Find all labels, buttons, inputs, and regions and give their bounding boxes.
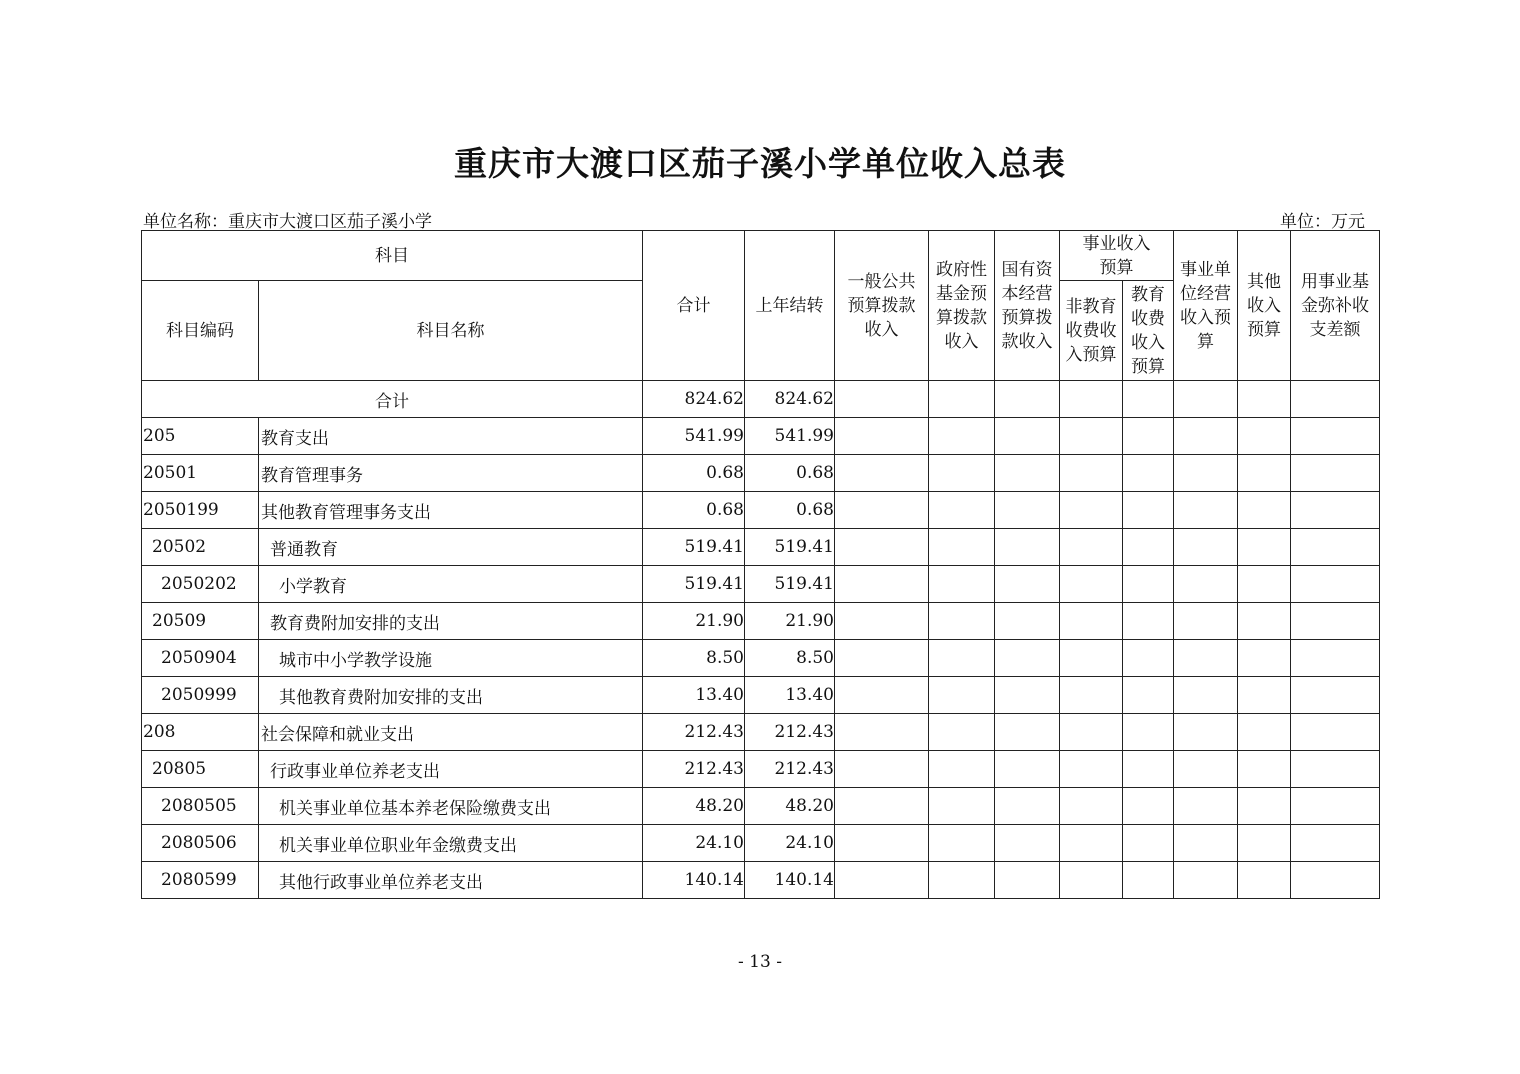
- header-subject: 科目: [142, 231, 643, 281]
- empty-cell: [995, 529, 1060, 566]
- row-name: 小学教育: [259, 566, 643, 603]
- empty-cell: [1123, 418, 1174, 455]
- header-fund-offset: [1291, 231, 1380, 381]
- table-row: [142, 862, 1380, 899]
- row-code: 2080505: [142, 788, 259, 825]
- row-code: 2080599: [142, 862, 259, 899]
- empty-cell: [1174, 714, 1238, 751]
- row-carryover: 212.43: [745, 714, 835, 751]
- empty-cell: [1238, 566, 1291, 603]
- row-name: 教育支出: [259, 418, 643, 455]
- total-row: [142, 381, 1380, 418]
- empty-cell: [1174, 677, 1238, 714]
- income-summary-table: [141, 230, 1380, 899]
- empty-cell: [995, 825, 1060, 862]
- row-code: 2050199: [142, 492, 259, 529]
- empty-cell: [1238, 677, 1291, 714]
- empty-cell: [1123, 751, 1174, 788]
- empty-cell: [1060, 640, 1123, 677]
- row-carryover: 0.68: [745, 492, 835, 529]
- header-gov-fund: [929, 231, 995, 381]
- empty-cell: [1060, 751, 1123, 788]
- empty-cell: [995, 455, 1060, 492]
- table-row: [142, 677, 1380, 714]
- empty-cell: [1174, 492, 1238, 529]
- empty-cell: [835, 455, 929, 492]
- table-row: [142, 492, 1380, 529]
- row-code: 2050999: [142, 677, 259, 714]
- empty-cell: [1174, 381, 1238, 418]
- table-row: [142, 455, 1380, 492]
- empty-cell: [1123, 381, 1174, 418]
- row-total: 0.68: [643, 492, 745, 529]
- empty-cell: [995, 677, 1060, 714]
- empty-cell: [835, 381, 929, 418]
- header-state-capital-text: 国有资本经营预算拨款收入: [1001, 259, 1053, 352]
- empty-cell: [929, 492, 995, 529]
- empty-cell: [995, 603, 1060, 640]
- empty-cell: [1238, 418, 1291, 455]
- empty-cell: [1060, 825, 1123, 862]
- row-total: 541.99: [643, 418, 745, 455]
- empty-cell: [1238, 751, 1291, 788]
- row-code: 2050202: [142, 566, 259, 603]
- empty-cell: [1238, 381, 1291, 418]
- empty-cell: [1174, 825, 1238, 862]
- empty-cell: [1238, 529, 1291, 566]
- empty-cell: [1060, 677, 1123, 714]
- empty-cell: [1174, 529, 1238, 566]
- table-row: [142, 603, 1380, 640]
- row-carryover: 519.41: [745, 529, 835, 566]
- empty-cell: [1174, 751, 1238, 788]
- row-name: 社会保障和就业支出: [259, 714, 643, 751]
- header-business-income-text: 事业收入预算: [1082, 233, 1151, 278]
- row-name: 其他教育管理事务支出: [259, 492, 643, 529]
- unit-name-label: 单位名称：重庆市大渡口区茄子溪小学: [143, 212, 432, 232]
- empty-cell: [995, 566, 1060, 603]
- empty-cell: [835, 825, 929, 862]
- empty-cell: [1291, 714, 1380, 751]
- empty-cell: [1174, 455, 1238, 492]
- empty-cell: [929, 751, 995, 788]
- empty-cell: [995, 418, 1060, 455]
- empty-cell: [1291, 529, 1380, 566]
- row-carryover: 0.68: [745, 455, 835, 492]
- empty-cell: [1174, 603, 1238, 640]
- empty-cell: [929, 825, 995, 862]
- row-total: 212.43: [643, 751, 745, 788]
- empty-cell: [1060, 862, 1123, 899]
- total-row-carryover: 824.62: [745, 381, 835, 418]
- empty-cell: [995, 492, 1060, 529]
- empty-cell: [1238, 455, 1291, 492]
- table-row: [142, 714, 1380, 751]
- empty-cell: [1123, 714, 1174, 751]
- row-name: 机关事业单位基本养老保险缴费支出: [259, 788, 643, 825]
- empty-cell: [1060, 418, 1123, 455]
- header-non-edu-fee: [1060, 281, 1123, 381]
- row-total: 13.40: [643, 677, 745, 714]
- header-operating: [1174, 231, 1238, 381]
- header-operating-text: 事业单位经营收入预算: [1180, 259, 1232, 352]
- total-row-total: 824.62: [643, 381, 745, 418]
- header-edu-fee: [1123, 281, 1174, 381]
- empty-cell: [1174, 788, 1238, 825]
- empty-cell: [1291, 862, 1380, 899]
- empty-cell: [995, 714, 1060, 751]
- row-carryover: 21.90: [745, 603, 835, 640]
- row-code: 2080506: [142, 825, 259, 862]
- header-general-budget: [835, 231, 929, 381]
- empty-cell: [835, 751, 929, 788]
- empty-cell: [929, 714, 995, 751]
- empty-cell: [929, 529, 995, 566]
- empty-cell: [1291, 825, 1380, 862]
- empty-cell: [835, 418, 929, 455]
- row-total: 519.41: [643, 529, 745, 566]
- row-name: 其他教育费附加安排的支出: [259, 677, 643, 714]
- total-row-label: 合计: [142, 381, 643, 418]
- empty-cell: [835, 640, 929, 677]
- row-code: 20509: [142, 603, 259, 640]
- empty-cell: [995, 381, 1060, 418]
- row-name: 教育管理事务: [259, 455, 643, 492]
- empty-cell: [1174, 566, 1238, 603]
- empty-cell: [1291, 566, 1380, 603]
- row-carryover: 48.20: [745, 788, 835, 825]
- empty-cell: [929, 677, 995, 714]
- header-code: 科目编码: [142, 281, 259, 381]
- row-carryover: 13.40: [745, 677, 835, 714]
- empty-cell: [929, 788, 995, 825]
- row-name: 其他行政事业单位养老支出: [259, 862, 643, 899]
- header-fund-offset-text: 用事业基金弥补收支差额: [1301, 271, 1369, 340]
- empty-cell: [1291, 677, 1380, 714]
- empty-cell: [1238, 788, 1291, 825]
- header-state-capital: [995, 231, 1060, 381]
- empty-cell: [1291, 381, 1380, 418]
- empty-cell: [1291, 788, 1380, 825]
- row-code: 205: [142, 418, 259, 455]
- empty-cell: [1174, 640, 1238, 677]
- empty-cell: [835, 788, 929, 825]
- row-total: 212.43: [643, 714, 745, 751]
- table-row: [142, 529, 1380, 566]
- empty-cell: [1238, 640, 1291, 677]
- empty-cell: [1123, 862, 1174, 899]
- empty-cell: [929, 418, 995, 455]
- header-edu-fee-text: 教育收费收入预算: [1131, 284, 1165, 377]
- empty-cell: [1238, 603, 1291, 640]
- empty-cell: [1238, 825, 1291, 862]
- empty-cell: [835, 566, 929, 603]
- table-row: [142, 751, 1380, 788]
- empty-cell: [835, 529, 929, 566]
- empty-cell: [1291, 455, 1380, 492]
- row-carryover: 212.43: [745, 751, 835, 788]
- empty-cell: [1123, 603, 1174, 640]
- header-other: [1238, 231, 1291, 381]
- empty-cell: [1060, 788, 1123, 825]
- table-row: [142, 788, 1380, 825]
- empty-cell: [1291, 418, 1380, 455]
- empty-cell: [1060, 492, 1123, 529]
- empty-cell: [1060, 714, 1123, 751]
- empty-cell: [1060, 381, 1123, 418]
- empty-cell: [1291, 640, 1380, 677]
- table-row: [142, 566, 1380, 603]
- empty-cell: [1291, 492, 1380, 529]
- empty-cell: [1123, 529, 1174, 566]
- row-carryover: 24.10: [745, 825, 835, 862]
- header-other-text: 其他收入预算: [1247, 271, 1282, 340]
- empty-cell: [1238, 492, 1291, 529]
- header-general-budget-text: 一般公共预算拨款收入: [847, 271, 916, 340]
- empty-cell: [929, 603, 995, 640]
- empty-cell: [995, 751, 1060, 788]
- empty-cell: [995, 788, 1060, 825]
- empty-cell: [929, 381, 995, 418]
- empty-cell: [1174, 418, 1238, 455]
- empty-cell: [1060, 455, 1123, 492]
- empty-cell: [1123, 677, 1174, 714]
- row-total: 519.41: [643, 566, 745, 603]
- row-code: 20502: [142, 529, 259, 566]
- row-total: 8.50: [643, 640, 745, 677]
- empty-cell: [1123, 492, 1174, 529]
- row-code: 2050904: [142, 640, 259, 677]
- empty-cell: [1123, 788, 1174, 825]
- row-total: 0.68: [643, 455, 745, 492]
- row-name: 行政事业单位养老支出: [259, 751, 643, 788]
- empty-cell: [1123, 640, 1174, 677]
- table-row: [142, 418, 1380, 455]
- header-name: 科目名称: [259, 281, 643, 381]
- header-carryover: 上年结转: [745, 231, 835, 381]
- row-total: 48.20: [643, 788, 745, 825]
- page-title: 重庆市大渡口区茄子溪小学单位收入总表: [454, 144, 1066, 183]
- empty-cell: [1060, 566, 1123, 603]
- empty-cell: [1123, 566, 1174, 603]
- empty-cell: [929, 640, 995, 677]
- empty-cell: [835, 603, 929, 640]
- row-name: 城市中小学教学设施: [259, 640, 643, 677]
- empty-cell: [835, 677, 929, 714]
- row-name: 教育费附加安排的支出: [259, 603, 643, 640]
- empty-cell: [1123, 825, 1174, 862]
- page-number: - 13 -: [738, 952, 782, 972]
- empty-cell: [995, 640, 1060, 677]
- empty-cell: [929, 862, 995, 899]
- row-carryover: 541.99: [745, 418, 835, 455]
- header-non-edu-fee-text: 非教育收费收入预算: [1065, 296, 1117, 365]
- row-total: 24.10: [643, 825, 745, 862]
- table-row: [142, 825, 1380, 862]
- row-code: 208: [142, 714, 259, 751]
- empty-cell: [1291, 603, 1380, 640]
- empty-cell: [835, 492, 929, 529]
- header-business-income: [1060, 231, 1174, 281]
- row-total: 21.90: [643, 603, 745, 640]
- empty-cell: [995, 862, 1060, 899]
- empty-cell: [1060, 603, 1123, 640]
- empty-cell: [1238, 714, 1291, 751]
- empty-cell: [835, 714, 929, 751]
- empty-cell: [929, 566, 995, 603]
- row-code: 20501: [142, 455, 259, 492]
- empty-cell: [1238, 862, 1291, 899]
- row-carryover: 519.41: [745, 566, 835, 603]
- currency-unit-label: 单位：万元: [1280, 212, 1365, 232]
- header-total: 合计: [643, 231, 745, 381]
- row-code: 20805: [142, 751, 259, 788]
- row-total: 140.14: [643, 862, 745, 899]
- row-name: 普通教育: [259, 529, 643, 566]
- empty-cell: [929, 455, 995, 492]
- empty-cell: [1060, 529, 1123, 566]
- empty-cell: [1174, 862, 1238, 899]
- header-gov-fund-text: 政府性基金预算拨款收入: [936, 259, 987, 352]
- row-carryover: 140.14: [745, 862, 835, 899]
- table-row: [142, 640, 1380, 677]
- empty-cell: [1123, 455, 1174, 492]
- empty-cell: [835, 862, 929, 899]
- row-name: 机关事业单位职业年金缴费支出: [259, 825, 643, 862]
- empty-cell: [1291, 751, 1380, 788]
- row-carryover: 8.50: [745, 640, 835, 677]
